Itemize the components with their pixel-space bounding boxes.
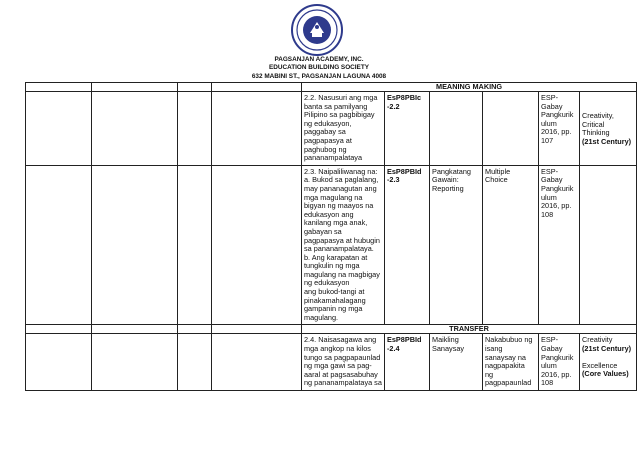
- skills-category: (Core Values): [582, 369, 629, 379]
- assessment-line: Sanaysay: [432, 344, 465, 354]
- curriculum-table: [25, 82, 637, 391]
- skills-category: (21st Century): [582, 136, 632, 146]
- assessment-cell: [430, 92, 483, 166]
- resource-line: Gabay: [541, 344, 563, 354]
- competency-line: a. Bukod sa paglalang,: [304, 175, 379, 185]
- competency-line: paggabay sa: [304, 127, 346, 137]
- code-line: -2.2: [387, 101, 400, 111]
- skills-cell: [580, 92, 637, 166]
- competency-line: gampanin ng mga: [304, 304, 363, 314]
- resource-line: 108: [541, 378, 554, 388]
- competency-line: banta sa pamilyang: [304, 101, 368, 111]
- section-row-meaning: [26, 83, 637, 92]
- type-line: nagpapakita: [485, 361, 525, 371]
- competency-line: 2.4. Naisasagawa ang: [304, 335, 377, 345]
- resource-line: ulum: [541, 192, 557, 202]
- competency-line: mga magulang na: [304, 192, 363, 202]
- skills-line: Thinking: [582, 128, 610, 138]
- competency-line: Pilipino sa pagbibigay: [304, 110, 375, 120]
- type-line: Choice: [485, 175, 508, 185]
- competency-line: 2.2. Nasusuri ang mga: [304, 93, 378, 102]
- school-seal-icon: [290, 3, 344, 57]
- competency-line: edukasyon ang: [304, 209, 354, 219]
- assessment-line: Maikling: [432, 335, 459, 345]
- resource-line: 108: [541, 209, 554, 219]
- competency-line: ang bukod-tangi at: [304, 287, 365, 297]
- type-line: Multiple: [485, 166, 511, 176]
- section-row-transfer: [26, 325, 637, 334]
- assessment-line: Reporting: [432, 183, 464, 193]
- school-address: 632 MABINI ST., PAGSANJAN LAGUNA 4008: [251, 73, 387, 80]
- competency-line: b. Ang karapatan at: [304, 252, 368, 262]
- type-cell: [483, 165, 539, 325]
- assessment-cell: [430, 165, 483, 325]
- competency-line: bigyan ng maayos na: [304, 201, 374, 211]
- resource-line: Pangkurik: [541, 110, 574, 120]
- resource-line: Gabay: [541, 175, 563, 185]
- resource-line: Pangkurik: [541, 352, 574, 362]
- code-cell: [385, 334, 430, 391]
- table-row: [26, 92, 637, 166]
- table-row: [26, 165, 637, 325]
- competency-line: tungkulin ng mga: [304, 261, 360, 271]
- table-row: [26, 334, 637, 391]
- skills-cell: [580, 165, 637, 325]
- type-line: pagpapaunlad: [485, 378, 532, 388]
- type-cell: [483, 334, 539, 391]
- resource-line: ESP-: [541, 93, 559, 102]
- resource-cell: [539, 165, 580, 325]
- resource-cell: [539, 334, 580, 391]
- resource-line: 2016, pp.: [541, 369, 572, 379]
- type-cell: [483, 92, 539, 166]
- resource-line: ulum: [541, 361, 557, 371]
- school-name: PAGSANJAN ACADEMY, INC.: [274, 56, 364, 63]
- competency-line: 2.3. Naipaliliwanag na:: [304, 166, 378, 176]
- competency-line: aaral at pagsasabuhay: [304, 369, 378, 379]
- code-line: -2.4: [387, 344, 400, 354]
- competency-line: kanilang mga anak,: [304, 218, 368, 228]
- competency-line: mga angkop na kilos: [304, 344, 371, 354]
- competency-line: pinakamahalagang: [304, 295, 366, 305]
- section-title-meaning: MEANING MAKING: [302, 83, 637, 92]
- code-line: -2.3: [387, 175, 400, 185]
- competency-line: gabayan sa: [304, 226, 342, 236]
- competency-cell: [302, 92, 385, 166]
- assessment-line: Gawain:: [432, 175, 459, 185]
- resource-line: ulum: [541, 118, 557, 128]
- competency-line: magulang.: [304, 312, 339, 322]
- resource-line: Gabay: [541, 101, 563, 111]
- competency-line: magulang na magbigay: [304, 269, 380, 279]
- section-title-transfer: TRANSFER: [302, 325, 637, 334]
- resource-line: ESP-: [541, 335, 559, 345]
- competency-line: sa pananampalataya.: [304, 244, 374, 254]
- code-cell: [385, 92, 430, 166]
- competency-line: paghubog ng: [304, 144, 347, 154]
- code-line: EsP8PBIc: [387, 93, 422, 102]
- resource-line: ESP-: [541, 166, 559, 176]
- skills-line: Critical: [582, 119, 605, 129]
- competency-line: ng mga gawi sa pag-: [304, 361, 372, 371]
- competency-line: ng edukasyon,: [304, 118, 352, 128]
- skills-line: Creativity,: [582, 111, 614, 120]
- type-line: ng: [485, 369, 494, 379]
- resource-line: 2016, pp.: [541, 201, 572, 211]
- resource-line: Pangkurik: [541, 183, 574, 193]
- type-line: isang: [485, 344, 503, 354]
- competency-line: ng edukasyon: [304, 278, 350, 288]
- competency-line: pananampalataya: [304, 153, 363, 163]
- code-cell: [385, 165, 430, 325]
- competency-line: ng pananampalataya sa: [304, 378, 382, 388]
- skills-line: Creativity: [582, 335, 613, 345]
- resource-cell: [539, 92, 580, 166]
- assessment-line: Pangkatang: [432, 166, 471, 176]
- resource-line: 107: [541, 135, 554, 145]
- type-line: Nakabubuo ng: [485, 335, 533, 345]
- competency-line: pagpapasya at hubugin: [304, 235, 380, 245]
- competency-cell: [302, 334, 385, 391]
- society-name: EDUCATION BUILDING SOCIETY: [268, 64, 369, 71]
- skills-cell: [580, 334, 637, 391]
- assessment-cell: [430, 334, 483, 391]
- skills-line: Excellence: [582, 360, 618, 370]
- code-line: EsP8PBId: [387, 335, 422, 345]
- skills-category: (21st Century): [582, 344, 632, 354]
- competency-line: tungo sa pagpapaunlad: [304, 352, 381, 362]
- type-line: sanaysay na: [485, 352, 526, 362]
- competency-line: pagpapasya at: [304, 135, 352, 145]
- code-line: EsP8PBId: [387, 166, 422, 176]
- resource-line: 2016, pp.: [541, 127, 572, 137]
- competency-line: may pananagutan ang: [304, 183, 377, 193]
- competency-cell: [302, 165, 385, 325]
